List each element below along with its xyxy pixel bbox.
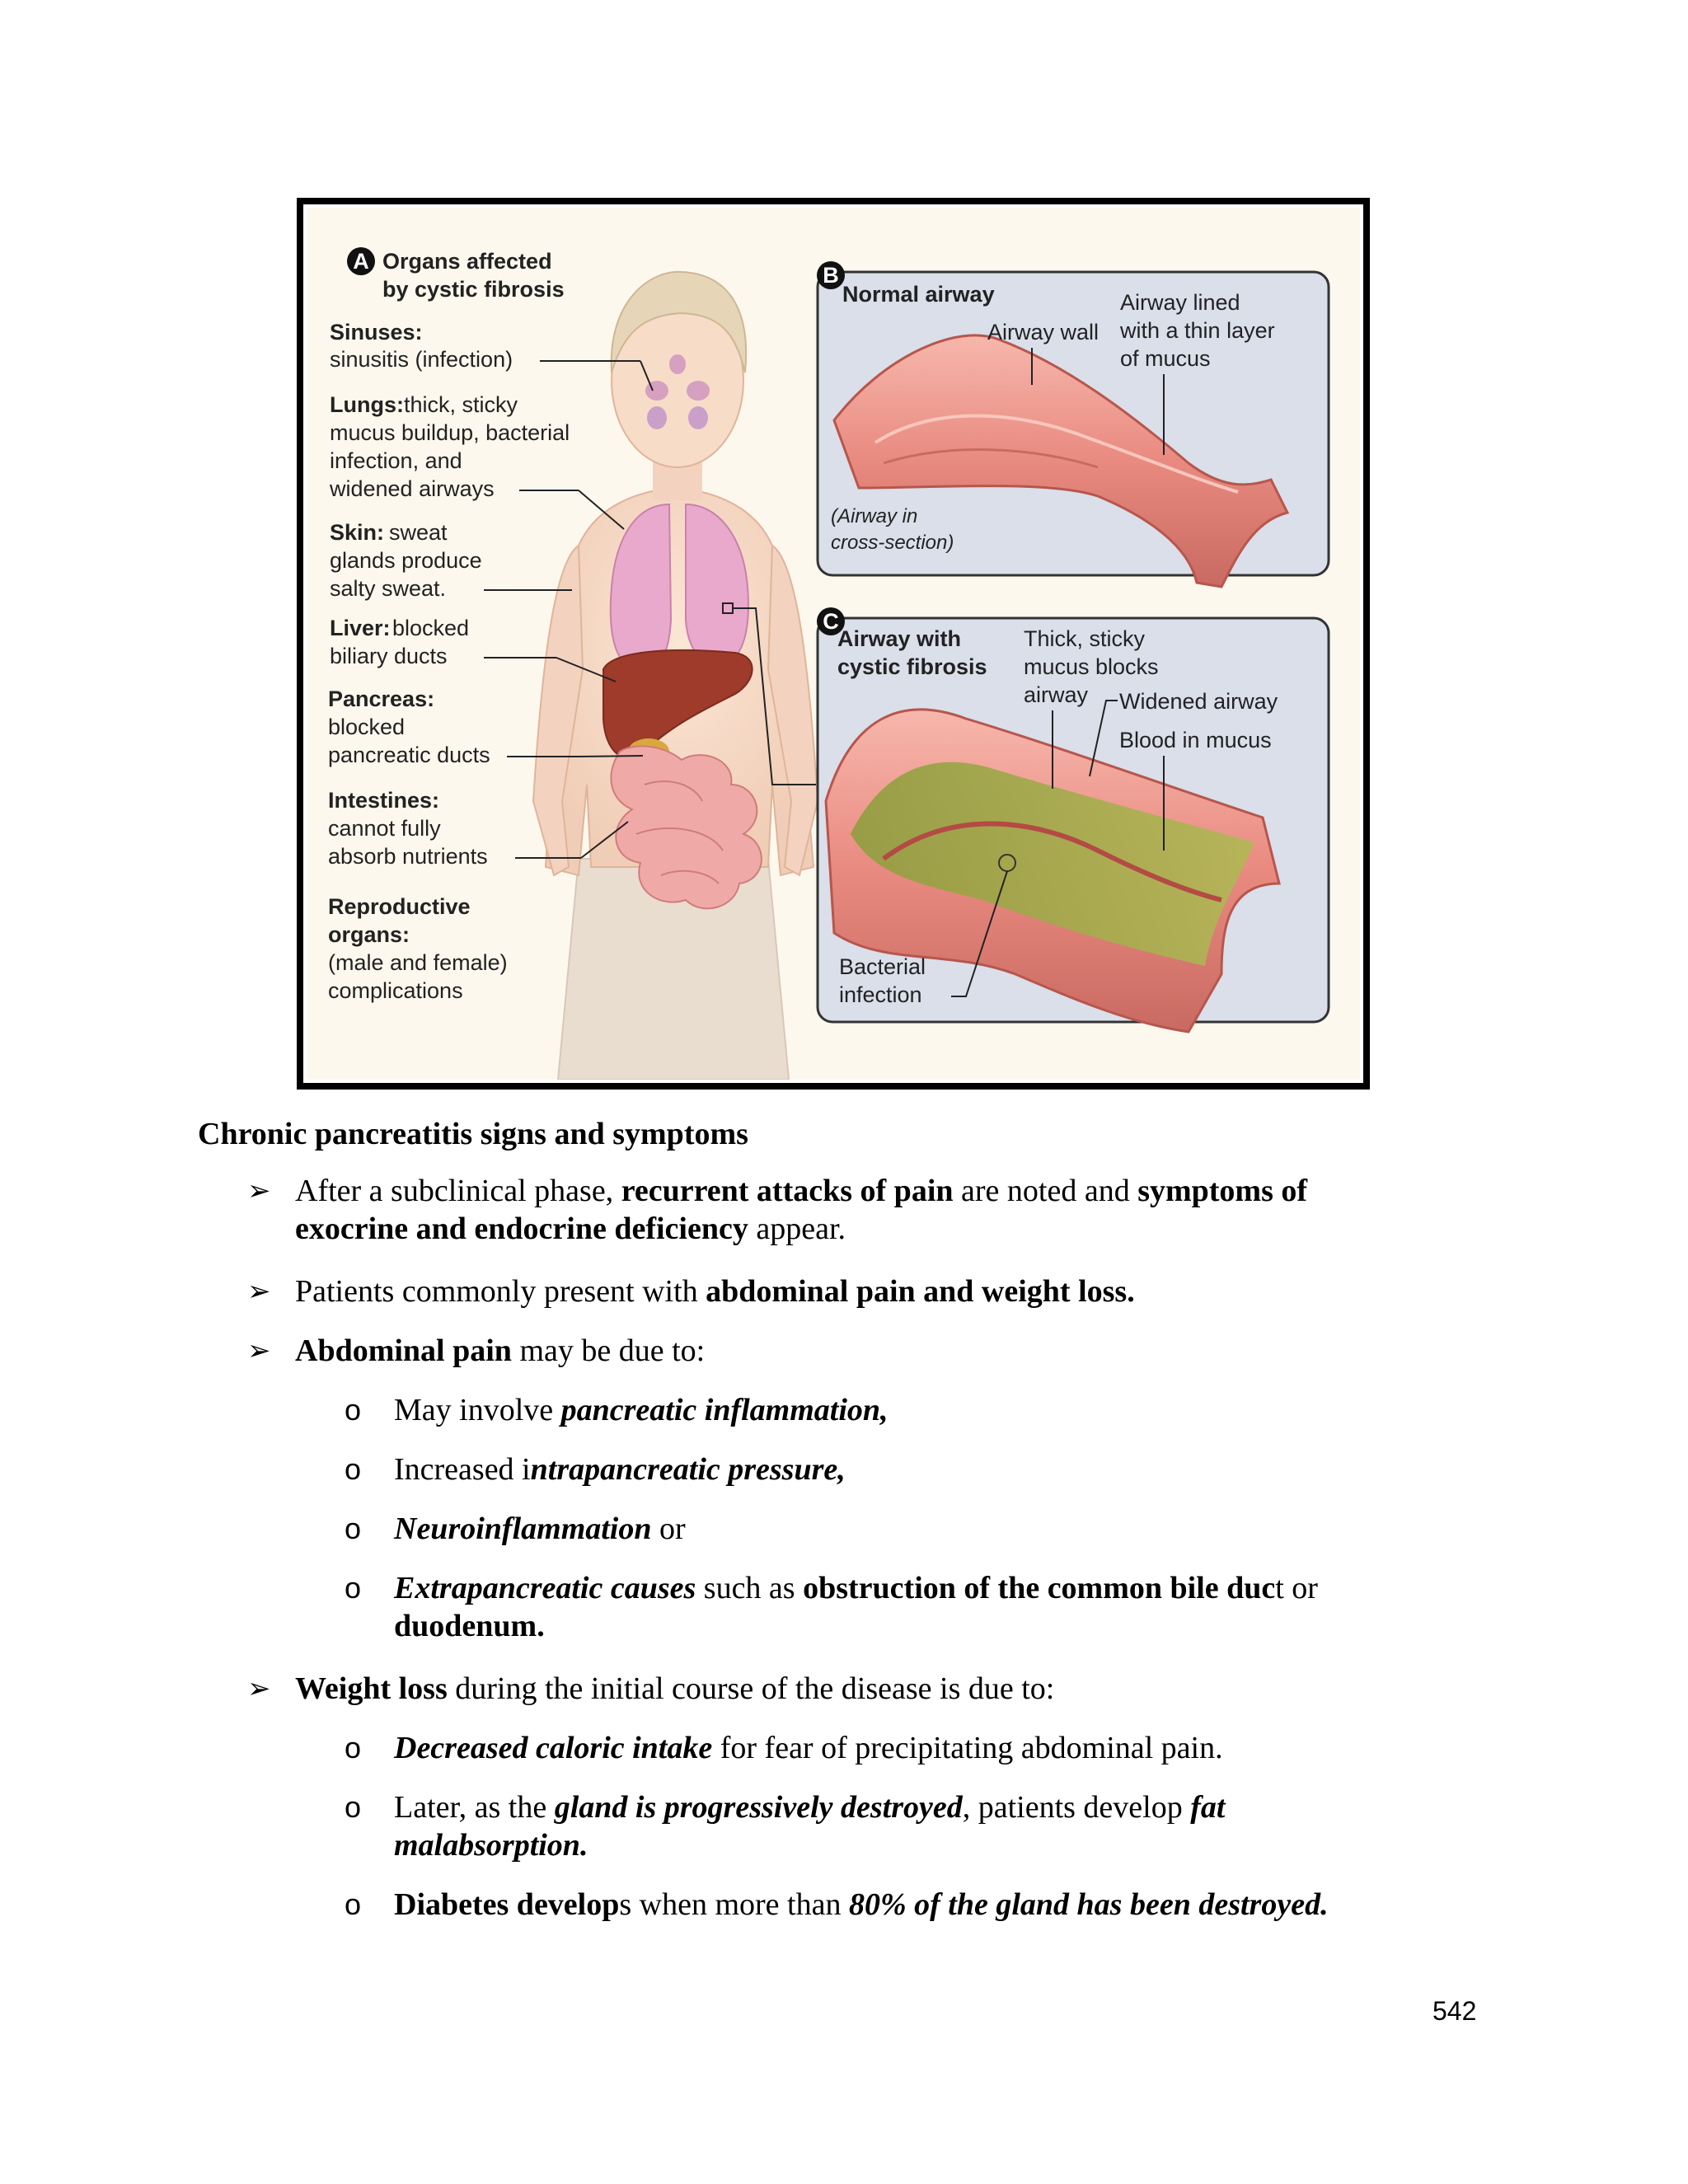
b4-item-2 [394, 1788, 1408, 1864]
intestines-desc-1: cannot fully [328, 816, 441, 841]
sub-bullet-4-3: o [345, 1887, 362, 1921]
panel-b-title: Normal airway [842, 282, 995, 307]
b4i1-part2: for fear of precipitating abdominal pain. [712, 1731, 1223, 1765]
b4i3-part2: s when more than [619, 1887, 849, 1922]
b3-part2: may be due to: [511, 1333, 706, 1368]
reproductive-desc-1: (male and female) [328, 950, 508, 975]
bullet-arrow-2: ➢ [247, 1275, 271, 1308]
cross-section-1: (Airway in [831, 505, 918, 527]
sub-bullet-3-4: o [345, 1571, 362, 1605]
panel-c-title-2: cystic fibrosis [837, 654, 987, 679]
b1-part4: symptoms of exocrine and endocrine deficiency [295, 1174, 1308, 1246]
skin-label: Skin: [330, 520, 385, 545]
cross-section-2: cross-section) [831, 532, 954, 554]
b3i2-part1: Increased i [394, 1452, 531, 1487]
lungs-desc-1: thick, sticky [404, 392, 518, 417]
sinuses-desc: sinusitis (infection) [330, 347, 513, 372]
widened-airway-label: Widened airway [1119, 689, 1278, 714]
bullet-2-text [295, 1272, 1391, 1310]
intestines-desc-2: absorb nutrients [328, 844, 488, 869]
cystic-fibrosis-figure [297, 198, 1370, 1090]
skin-desc-2: glands produce [330, 548, 482, 573]
b4i3-part3: 80% of the gland has been destroyed. [848, 1887, 1329, 1922]
blood-in-mucus-label: Blood in mucus [1119, 728, 1272, 752]
b3i4-part1: Extrapancreatic causes [394, 1571, 696, 1605]
lungs-desc-3: infection, and [330, 448, 462, 473]
panel-c-title-1: Airway with [837, 626, 962, 651]
airway-lined-1: Airway lined [1120, 290, 1240, 315]
b4-item-3 [394, 1886, 1408, 1924]
b4-part2: during the initial course of the disease is due to: [447, 1671, 1055, 1706]
sub-bullet-3-3: o [345, 1511, 362, 1545]
b1-part2: recurrent attacks of pain [621, 1174, 954, 1208]
bullet-3-text [295, 1332, 1391, 1370]
skin-desc-3: salty sweat. [330, 576, 447, 601]
bullet-arrow-3: ➢ [247, 1334, 271, 1367]
b1-part5: appear. [748, 1212, 846, 1246]
bullet-1-text [295, 1172, 1391, 1248]
sub-bullet-4-1: o [345, 1731, 362, 1765]
pancreas-label: Pancreas: [328, 687, 435, 711]
b4i3-part1: Diabetes develop [394, 1887, 620, 1922]
b4i1-part1: Decreased caloric intake [394, 1731, 713, 1765]
bacterial-infection-1: Bacterial [839, 954, 926, 979]
sub-bullet-3-1: o [345, 1393, 362, 1427]
badge-c-letter: C [823, 609, 839, 634]
page-number: 542 [1432, 1996, 1477, 2026]
sub-bullet-3-2: o [345, 1452, 362, 1486]
b4i2-part2: gland is progressively destroyed [554, 1790, 963, 1825]
badge-a-letter: A [353, 249, 369, 274]
lungs-desc-2: mucus buildup, bacterial [330, 420, 570, 445]
b2-part2: abdominal pain and weight loss. [706, 1274, 1135, 1309]
airway-lined-2: with a thin layer [1120, 318, 1275, 343]
thick-mucus-2: mucus blocks [1024, 654, 1159, 679]
b3i4-part4: t or [1275, 1571, 1318, 1605]
panel-a-title-2: by cystic fibrosis [382, 277, 565, 302]
lungs-label: Lungs: [330, 392, 404, 417]
b3i2-part2: ntrapancreatic pressure, [530, 1452, 846, 1487]
reproductive-label-1: Reproductive [328, 894, 471, 919]
bacterial-infection-2: infection [839, 982, 922, 1007]
b3i3-part2: or [651, 1511, 686, 1546]
b3i1-part2: pancreatic inflammation, [560, 1393, 889, 1427]
b4i2-part3: , patients develop [962, 1790, 1191, 1825]
liver-desc-1: blocked [392, 616, 470, 640]
b3i4-part2: such as [696, 1571, 804, 1605]
b3i3-part1: Neuroinflammation [394, 1511, 652, 1546]
b4i2-part4: fat malabsorption. [394, 1790, 1226, 1863]
skin-desc-1: sweat [389, 520, 448, 545]
reproductive-desc-2: complications [328, 978, 463, 1003]
b3-item-2 [394, 1451, 1408, 1488]
thick-mucus-1: Thick, sticky [1024, 626, 1146, 651]
lungs-desc-4: widened airways [330, 476, 495, 501]
pancreas-desc-1: blocked [328, 715, 406, 739]
sub-bullet-4-2: o [345, 1790, 362, 1824]
b3i4-part5: duodenum. [394, 1609, 545, 1643]
b3i4-part3: obstruction of the common bile duc [803, 1571, 1276, 1605]
b2-part1: Patients commonly present with [295, 1274, 706, 1309]
sinuses-label: Sinuses: [330, 320, 423, 344]
bullet-4-text [295, 1670, 1391, 1708]
panel-a-title-1: Organs affected [382, 249, 552, 274]
b1-part3: are noted and [953, 1174, 1138, 1208]
liver-desc-2: biliary ducts [330, 644, 448, 668]
figure-illustration [307, 208, 1360, 1080]
b4-part1: Weight loss [295, 1671, 448, 1706]
b3-item-1 [394, 1391, 1408, 1429]
intestines-label: Intestines: [328, 788, 440, 813]
b4i2-part1: Later, as the [394, 1790, 555, 1825]
b3-item-3 [394, 1510, 1408, 1548]
b1-part1: After a subclinical phase, [295, 1174, 621, 1208]
bullet-arrow-1: ➢ [247, 1174, 271, 1207]
airway-lined-3: of mucus [1120, 346, 1211, 371]
badge-b-letter: B [823, 263, 839, 288]
section-heading: Chronic pancreatitis signs and symptoms [198, 1117, 748, 1151]
thick-mucus-3: airway [1024, 682, 1089, 707]
airway-wall-label: Airway wall [987, 320, 1100, 344]
bullet-arrow-4: ➢ [247, 1672, 271, 1705]
b4-item-1 [394, 1729, 1408, 1767]
b3-item-4 [394, 1569, 1408, 1645]
reproductive-label-2: organs: [328, 922, 410, 947]
pancreas-desc-2: pancreatic ducts [328, 743, 490, 767]
b3i1-part1: May involve [394, 1393, 561, 1427]
b3-part1: Abdominal pain [295, 1333, 512, 1368]
liver-label: Liver: [330, 616, 391, 640]
